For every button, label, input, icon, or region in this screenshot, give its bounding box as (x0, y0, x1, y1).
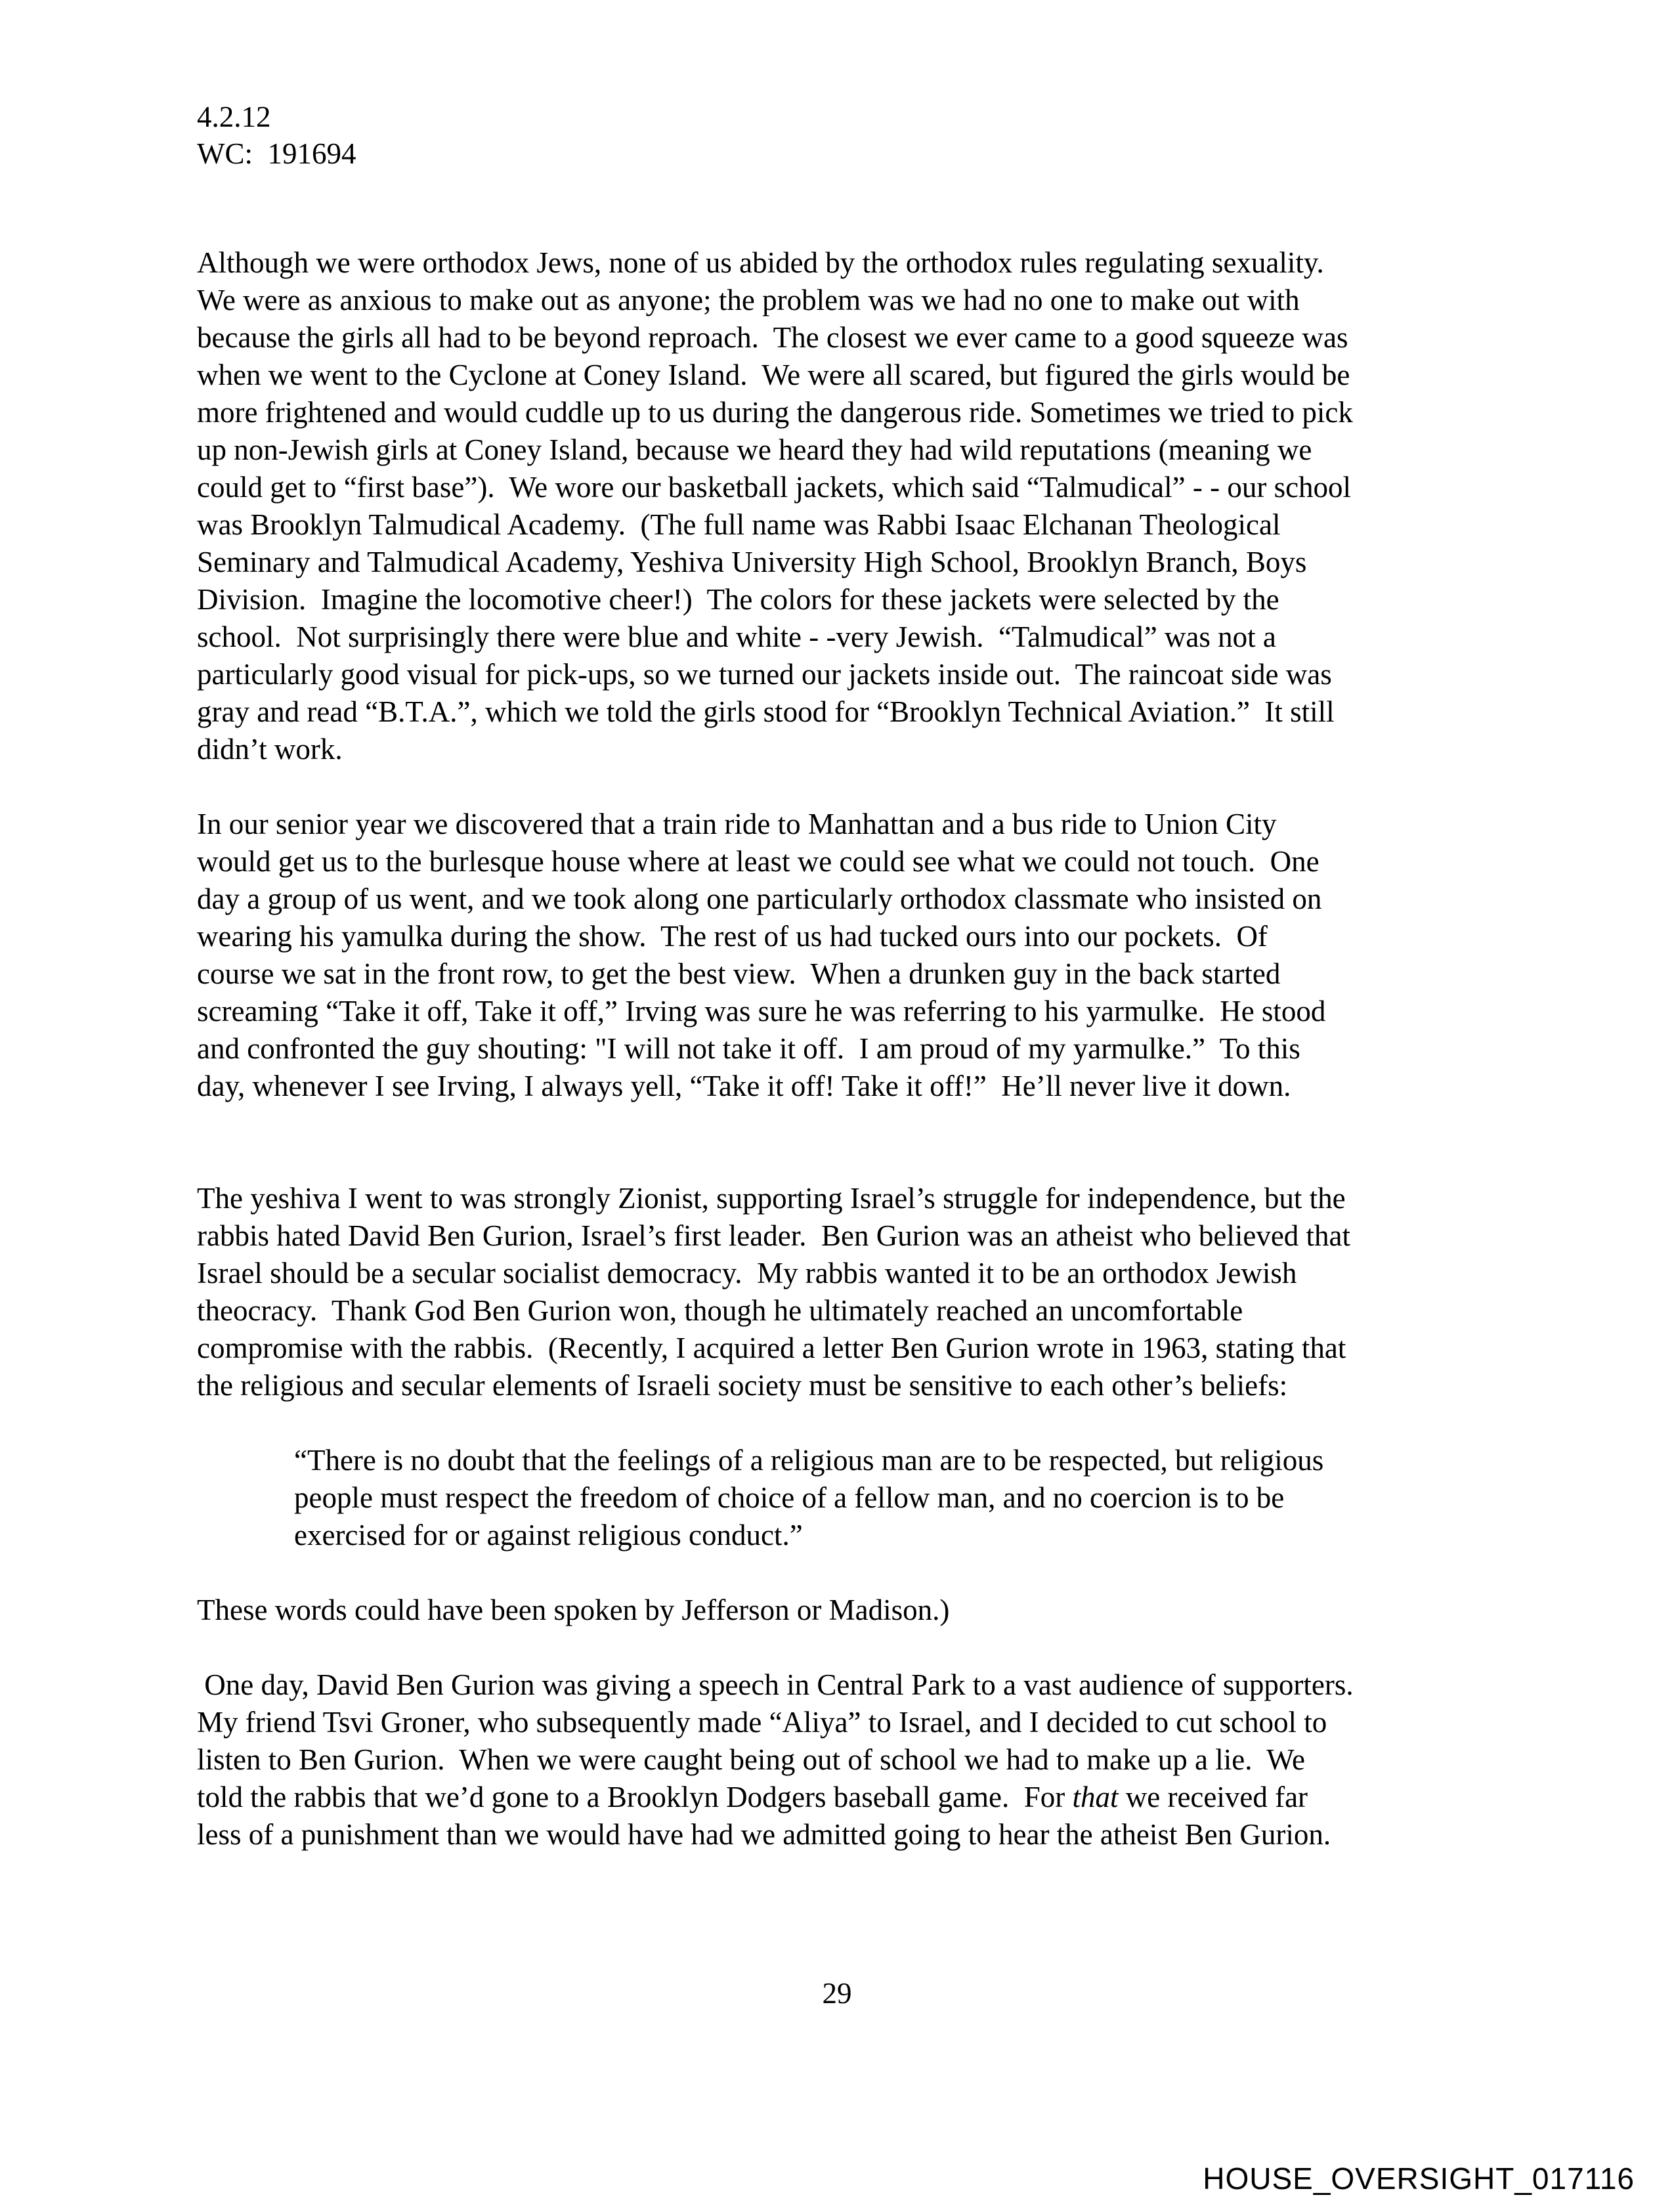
text-line: listen to Ben Gurion. When we were caught being out of school we had to make up a lie. We (197, 1743, 1306, 1776)
text-line: Division. Imagine the locomotive cheer!) The colors for these jackets were selected by the (197, 583, 1279, 616)
quote-line: exercised for or against religious conduct.” (294, 1519, 803, 1551)
quote-line: “There is no doubt that the feelings of a religious man are to be respected, but religious (294, 1444, 1324, 1477)
paragraph-spacer (197, 1404, 1490, 1442)
word-count-value: 191694 (267, 137, 356, 170)
text-line: because the girls all had to be beyond reproach. The closest we ever came to a good squeeze was (197, 321, 1348, 354)
text-line: more frightened and would cuddle up to us during the dangerous ride. Sometimes we tried to pick (197, 396, 1353, 429)
paragraph-spacer (197, 1105, 1490, 1180)
draft-date: 4.2.12 (197, 100, 271, 133)
bates-number: HOUSE_OVERSIGHT_017116 (1203, 2161, 1635, 2196)
document-body (197, 244, 1490, 1854)
text-line: could get to “first base”). We wore our basketball jackets, which said “Talmudical” - - our school (197, 471, 1352, 504)
page-number: 29 (822, 1977, 852, 2010)
word-count (197, 135, 356, 172)
text-line: screaming “Take it off, Take it off,” Irving was sure he was referring to his yarmulke. He stood (197, 995, 1326, 1028)
text-line: school. Not surprisingly there were blue and white - -very Jewish. “Talmudical” was not a (197, 620, 1276, 653)
paragraph-after-quote (197, 1592, 1490, 1629)
text-line: gray and read “B.T.A.”, which we told the girls stood for “Brooklyn Technical Aviation.” It still (197, 695, 1335, 728)
text-line: These words could have been spoken by Jefferson or Madison.) (197, 1594, 950, 1626)
word-count-label: WC: (197, 137, 253, 170)
text-line: In our senior year we discovered that a train ride to Manhattan and a bus ride to Union City (197, 808, 1277, 840)
text-line: day a group of us went, and we took along one particularly orthodox classmate who insisted on (197, 882, 1322, 915)
ben-gurion-quote (294, 1442, 1489, 1554)
text-line: up non-Jewish girls at Coney Island, because we heard they had wild reputations (meaning we (197, 433, 1312, 466)
text-line: would get us to the burlesque house where at least we could see what we could not touch. One (197, 845, 1320, 878)
text-line: was Brooklyn Talmudical Academy. (The full name was Rabbi Isaac Elchanan Theological (197, 508, 1281, 541)
text-line: The yeshiva I went to was strongly Zionist, supporting Israel’s struggle for independence, but the (197, 1182, 1346, 1215)
paragraph-spacer (197, 768, 1490, 806)
paragraph-jackets (197, 244, 1490, 768)
text-line: less of a punishment than we would have had we admitted going to hear the atheist Ben Gurion. (197, 1818, 1331, 1851)
text-line: course we sat in the front row, to get the best view. When a drunken guy in the back started (197, 957, 1281, 990)
paragraph-central-park (197, 1666, 1490, 1854)
text-line: We were as anxious to make out as anyone; the problem was we had no one to make out with (197, 284, 1300, 316)
document-header (197, 98, 356, 172)
text-run: told the rabbis that we’d gone to a Brooklyn Dodgers baseball game. For (197, 1781, 1073, 1813)
text-line: day, whenever I see Irving, I always yell, “Take it off! Take it off!” He’ll never live it down. (197, 1070, 1291, 1102)
text-line: Israel should be a secular socialist democracy. My rabbis wanted it to be an orthodox Jewish (197, 1257, 1297, 1290)
paragraph-spacer (197, 1629, 1490, 1666)
text-line: the religious and secular elements of Israeli society must be sensitive to each other’s beliefs: (197, 1369, 1288, 1402)
text-line: theocracy. Thank God Ben Gurion won, though he ultimately reached an uncomfortable (197, 1294, 1243, 1327)
text-line: wearing his yamulka during the show. The rest of us had tucked ours into our pockets. Of (197, 920, 1268, 953)
text-line: and confronted the guy shouting: "I will not take it off. I am proud of my yarmulke.” To this (197, 1032, 1300, 1065)
paragraph-spacer (197, 1554, 1490, 1592)
paragraph-burlesque (197, 806, 1490, 1105)
quote-line: people must respect the freedom of choice of a fellow man, and no coercion is to be (294, 1481, 1285, 1514)
text-line: Although we were orthodox Jews, none of us abided by the orthodox rules regulating sexuality. (197, 246, 1324, 279)
paragraph-zionism (197, 1180, 1490, 1404)
text-line: didn’t work. (197, 733, 343, 766)
text-line: particularly good visual for pick-ups, so we turned our jackets inside out. The raincoat side was (197, 658, 1332, 691)
text-line: One day, David Ben Gurion was giving a speech in Central Park to a vast audience of supporters. (197, 1668, 1354, 1701)
text-line: My friend Tsvi Groner, who subsequently made “Aliya” to Israel, and I decided to cut school to (197, 1706, 1327, 1739)
emphasis-that: that (1072, 1781, 1119, 1813)
text-line (197, 1779, 1490, 1816)
text-line: when we went to the Cyclone at Coney Island. We were all scared, but figured the girls would be (197, 358, 1350, 391)
text-line: Seminary and Talmudical Academy, Yeshiva University High School, Brooklyn Branch, Boys (197, 546, 1307, 578)
text-line: compromise with the rabbis. (Recently, I acquired a letter Ben Gurion wrote in 1963, stating that (197, 1332, 1346, 1364)
text-run: we received far (1118, 1781, 1308, 1813)
text-line: rabbis hated David Ben Gurion, Israel’s first leader. Ben Gurion was an atheist who believed that (197, 1219, 1351, 1252)
